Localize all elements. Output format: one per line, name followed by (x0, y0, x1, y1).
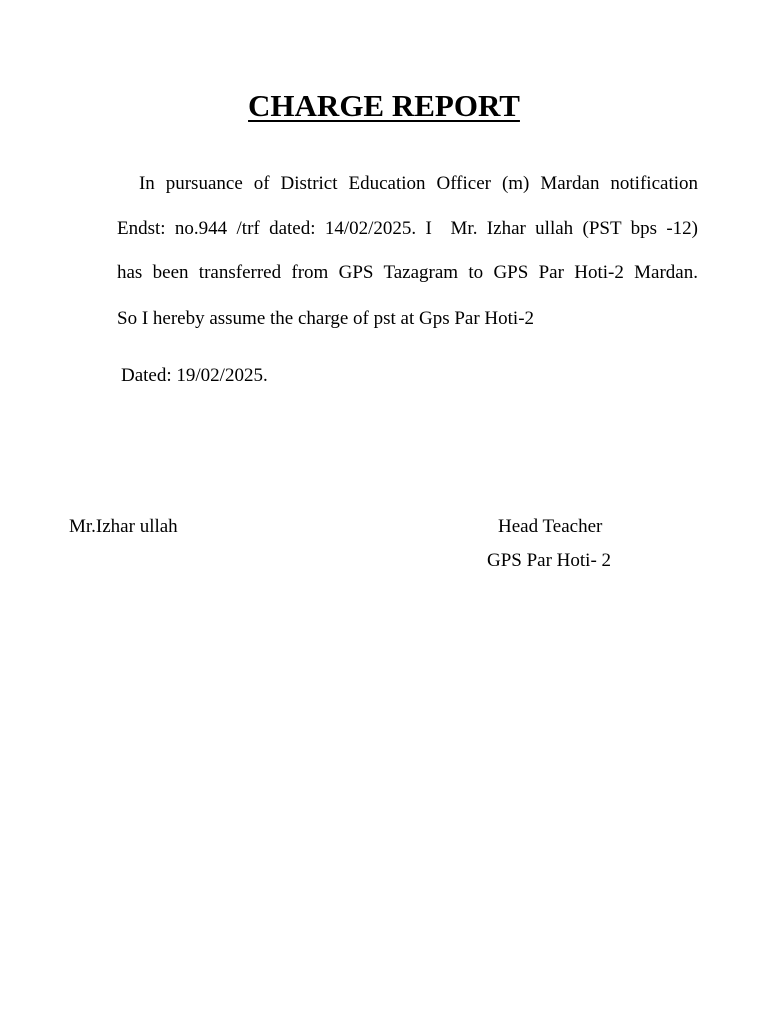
body-line-3: has been transferred from GPS Tazagram to GPS Par Hoti-2 Mardan. (117, 262, 698, 283)
body-line-2: Endst: no.944 /trf dated: 14/02/2025. I Mr. Izhar ullah (PST bps -12) (117, 218, 698, 239)
signature-name-left: Mr.Izhar ullah (69, 516, 178, 537)
body-line-1: In pursuance of District Education Officer (m) Mardan notification (117, 173, 698, 194)
signature-designation: Head Teacher (498, 516, 603, 537)
body-line-4: So I hereby assume the charge of pst at Gps Par Hoti-2 (117, 308, 535, 329)
signature-school: GPS Par Hoti- 2 (487, 550, 612, 571)
dated-line: Dated: 19/02/2025. (121, 365, 268, 386)
document-title: CHARGE REPORT (248, 88, 520, 123)
